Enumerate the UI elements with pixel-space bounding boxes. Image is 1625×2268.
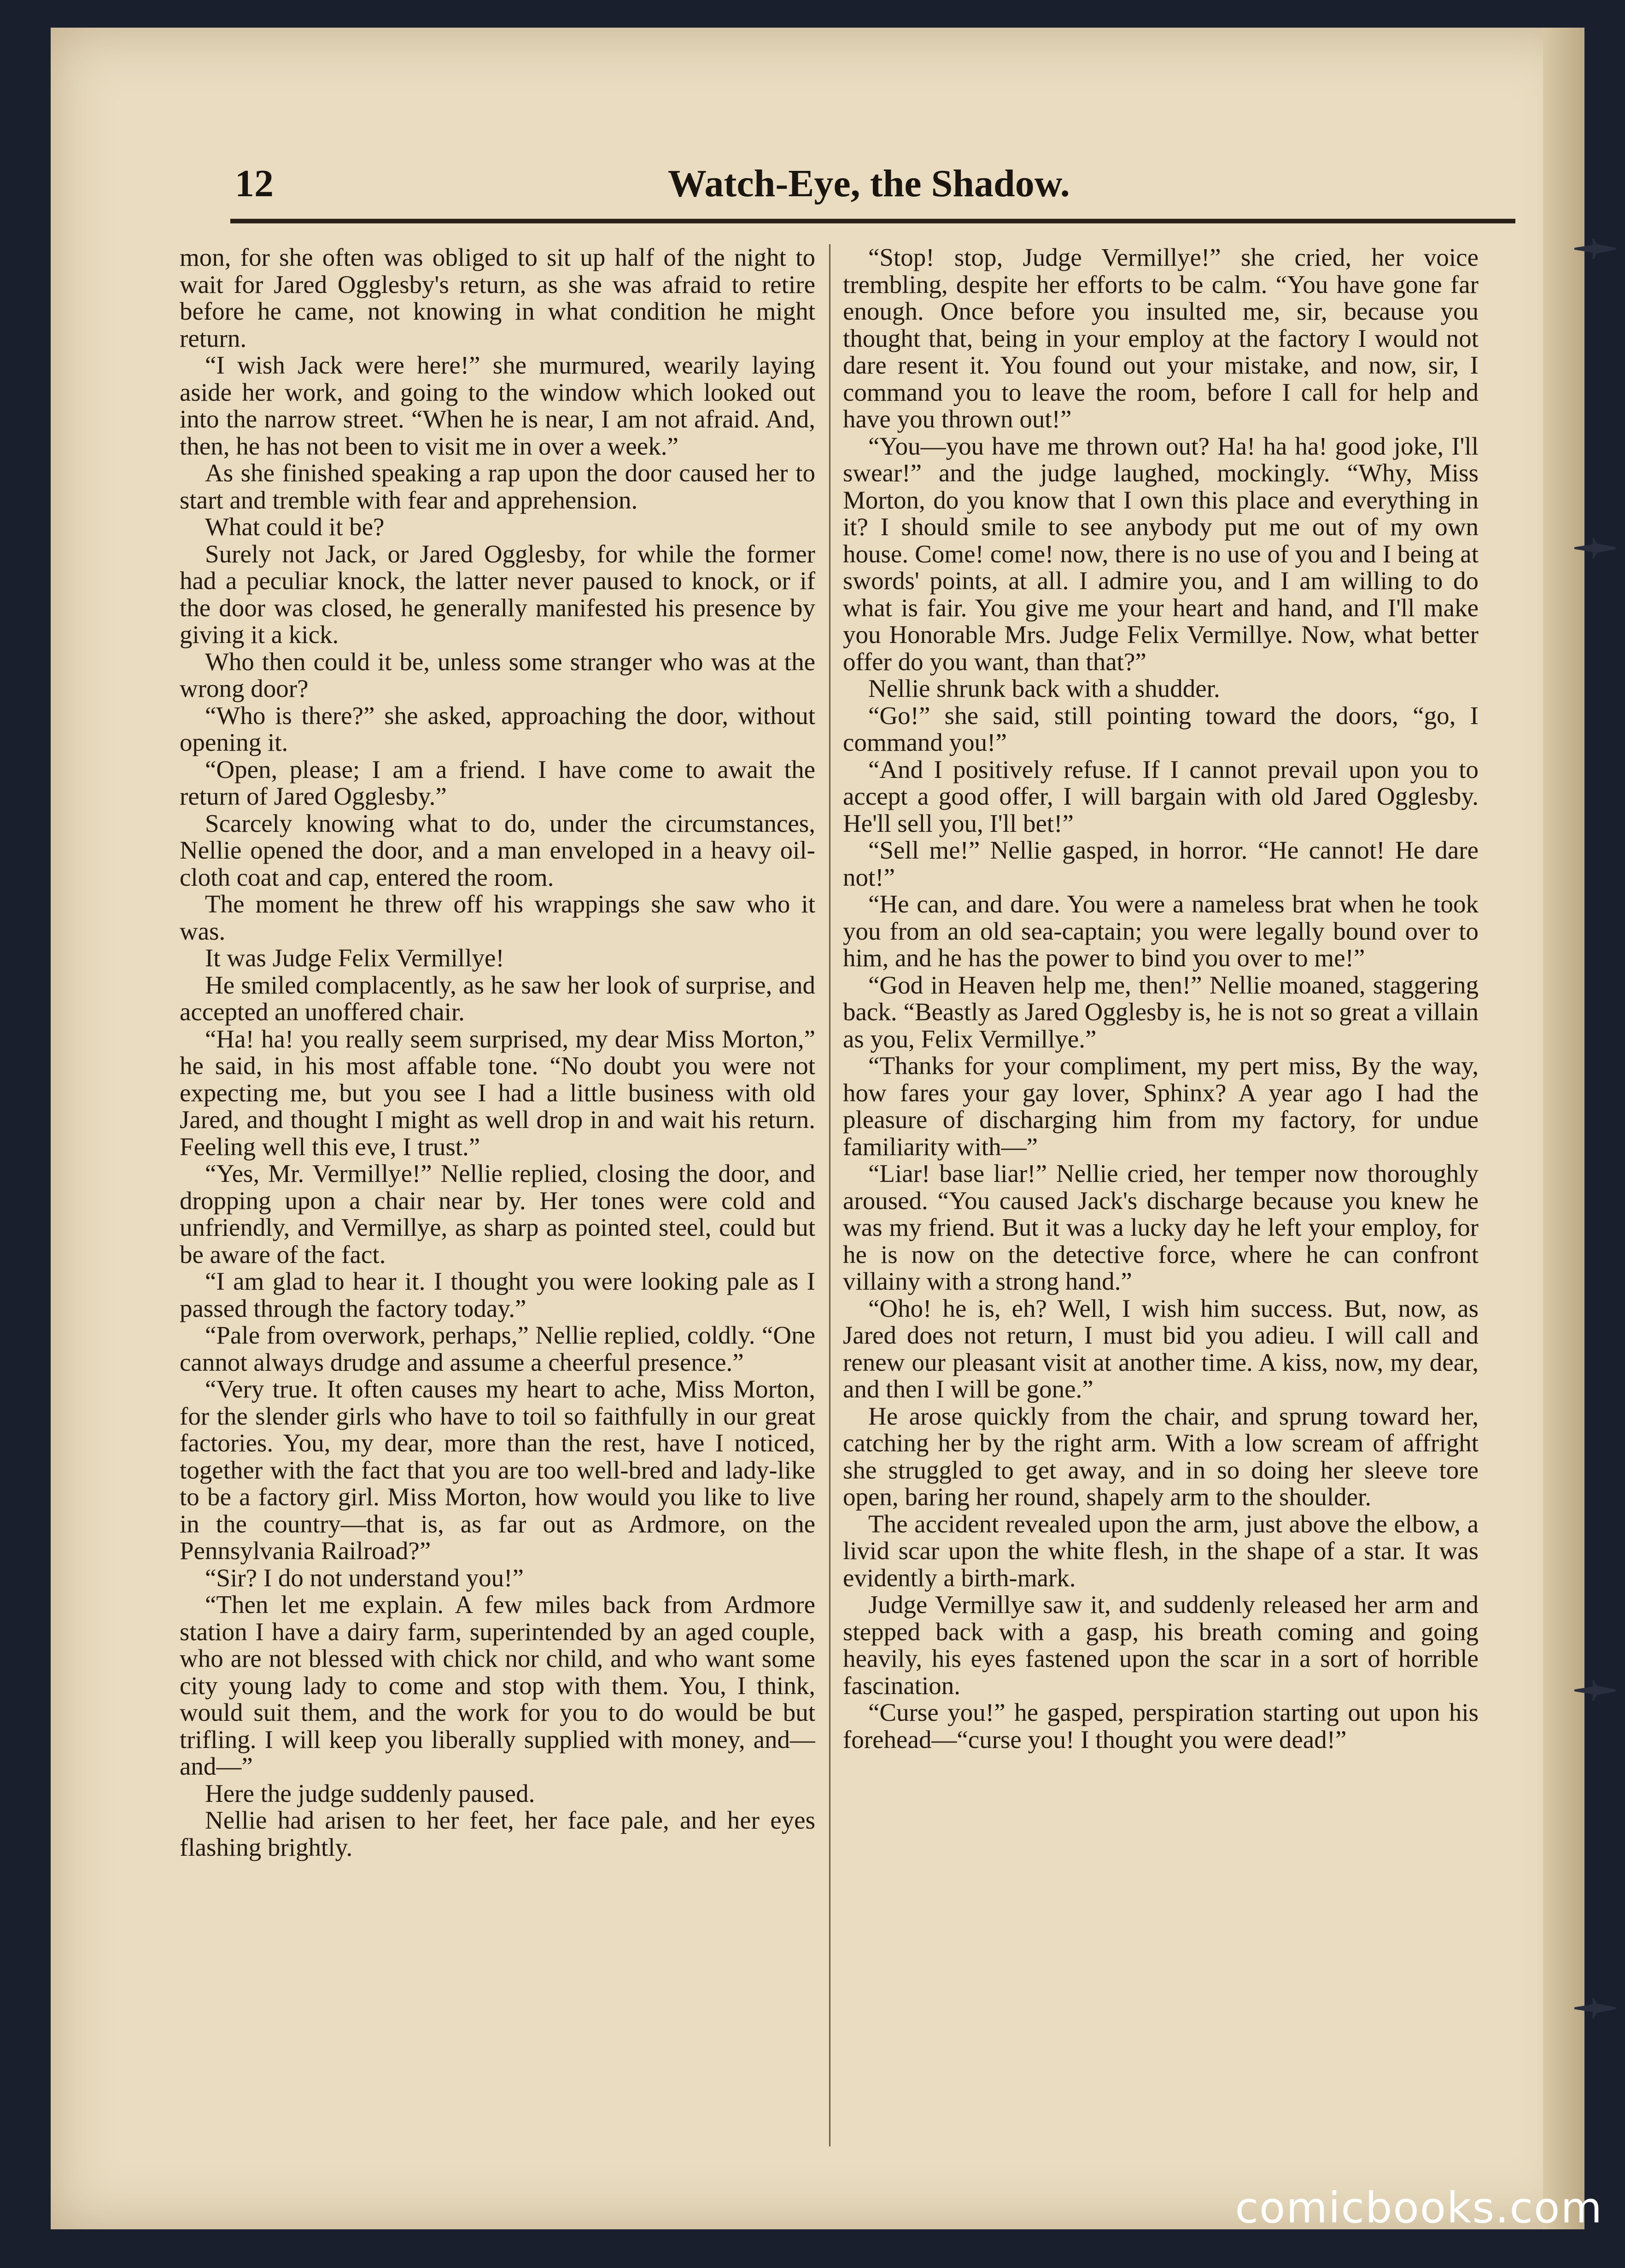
paragraph: “I am glad to hear it. I thought you were looking pale as I passed through the factory today.” [180,1267,815,1322]
paragraph: “You—you have me thrown out? Ha! ha ha! good joke, I'll swear!” and the judge laughed, mockingly. “Why, Miss Morton, do you know that I own this place and everything in it? I should smile to see anybody put me out of my own house. Come! come! now, there is no use of you and I being at swords' points, at all. I admire you, and I am willing to do what is fair. You give me your heart and hand, and I'll make you Honorable Mrs. Judge Felix Vermillye. Now, what better offer do you want, than that?” [843,432,1479,676]
header-rule [230,219,1515,223]
paragraph: “Pale from overwork, perhaps,” Nellie replied, coldly. “One cannot always drudge and assume a cheerful presence.” [180,1321,815,1376]
paragraph: What could it be? [205,513,385,541]
running-title: Watch-Eye, the Shadow. [668,162,1070,205]
page-number: 12 [235,162,274,205]
column-divider [829,244,830,2146]
paragraph: “Go!” she said, still pointing toward the doors, “go, I command you!” [843,701,1479,756]
paragraph: “Liar! base liar!” Nellie cried, her temper now thoroughly aroused. “You caused Jack's discharge because you knew he was my friend. But it was a lucky day he left your employ, for he is now on the detective force, where he can confront villainy with a strong hand.” [843,1159,1479,1295]
page-gutter [1543,28,1584,2229]
paragraph: The moment he threw off his wrappings she saw who it was. [180,890,815,945]
paragraph: “Who is there?” she asked, approaching the door, without opening it. [180,701,815,756]
binding-stitch-mark [1574,1994,1616,2022]
paragraph: The accident revealed upon the arm, just above the elbow, a livid scar upon the white flesh, in the shape of a star. It was evidently a birth-mark. [843,1509,1479,1592]
paragraph: As she finished speaking a rap upon the door caused her to start and tremble with fear and apprehension. [180,459,815,514]
paragraph: “God in Heaven help me, then!” Nellie moaned, staggering back. “Beastly as Jared Ogglesby is, he is not so great a villain as you, Felix Vermillye.” [843,970,1479,1053]
paragraph: Surely not Jack, or Jared Ogglesby, for while the former had a peculiar knock, the latter never paused to knock, or if the door was closed, he generally manifested his presence by giving it a kick. [180,539,815,649]
paragraph: “Open, please; I am a friend. I have come to await the return of Jared Ogglesby.” [180,755,815,810]
watermark: comicbooks.com [1235,2183,1603,2233]
paragraph: He arose quickly from the chair, and sprung toward her, catching her by the right arm. With a low scream of affright she struggled to get away, and in so doing her sleeve tore open, baring her round, shapely arm to the shoulder. [843,1402,1479,1511]
paragraph: “And I positively refuse. If I cannot prevail upon you to accept a good offer, I will bargain with old Jared Ogglesby. He'll sell you, I'll bet!” [843,755,1479,837]
binding-stitch-mark [1574,1677,1616,1704]
paragraph: He smiled complacently, as he saw her look of surprise, and accepted an unoffered chair. [180,970,815,1026]
paragraph: Scarcely knowing what to do, under the circumstances, Nellie opened the door, and a man enveloped in a heavy oil-cloth coat and cap, entered the room. [180,809,815,891]
paragraph: Judge Vermillye saw it, and suddenly released her arm and stepped back with a gasp, his breath coming and going heavily, his eyes fastened upon the scar in a sort of horrible fascination. [843,1590,1479,1700]
paragraph: Who then could it be, unless some stranger who was at the wrong door? [180,647,815,702]
paragraph: “Yes, Mr. Vermillye!” Nellie replied, closing the door, and dropping upon a chair near by. Her tones were cold and unfriendly, and Vermillye, as sharp as pointed steel, could but be aware of the fact. [180,1159,815,1268]
binding-stitch-mark [1574,235,1616,263]
page-header [184,157,1520,221]
paragraph: “Ha! ha! you really seem surprised, my dear Miss Morton,” he said, in his most affable tone. “No doubt you were not expecting me, but you see I had a little business with old Jared, and thought I might as well drop in and wait his return. Feeling well this eve, I trust.” [180,1024,815,1161]
paragraph: “Very true. It often causes my heart to ache, Miss Morton, for the slender girls who have to toil so faithfully in our great factories. You, my dear, more than the rest, have I noticed, together with the fact that you are too well-bred and lady-like to be a factory girl. Miss Morton, how would you like to live in the country—that is, as far out as Ardmore, on the Pennsylvania Railroad?” [180,1375,815,1565]
left-column [180,244,815,2169]
paragraph: “Stop! stop, Judge Vermillye!” she cried, her voice trembling, despite her efforts to be calm. “You have gone far enough. Once before you insulted me, sir, because you thought that, being in your employ at the factory I would not dare resent it. You found out your mistake, and now, sir, I command you to leave the room, before I call for help and have you thrown out!” [843,244,1479,433]
paragraph: Nellie had arisen to her feet, her face pale, and her eyes flashing brightly. [180,1806,815,1861]
paragraph: It was Judge Felix Vermillye! [205,944,504,972]
paragraph: “Sir? I do not understand you!” [205,1563,524,1592]
paragraph: “Thanks for your compliment, my pert miss, By the way, how fares your gay lover, Sphinx? A year ago I had the pleasure of discharging him from my factory, for undue familiarity with—” [843,1052,1479,1161]
paragraph: “He can, and dare. You were a nameless brat when he took you from an old sea-captain; you were legally bound over to him, and he has the power to bind you over to me!” [843,890,1479,972]
paragraph: “Curse you!” he gasped, perspiration starting out upon his forehead—“curse you! I thought you were dead!” [843,1698,1479,1754]
binding-stitch-mark [1574,534,1616,562]
paragraph: mon, for she often was obliged to sit up half of the night to wait for Jared Ogglesby's return, as she was afraid to retire before he came, not knowing in what condition he might return. [180,244,815,352]
paragraph: Nellie shrunk back with a shudder. [868,674,1220,702]
paragraph: “Sell me!” Nellie gasped, in horror. “He cannot! He dare not!” [843,836,1479,891]
right-column [843,244,1479,2169]
paragraph: Here the judge suddenly paused. [205,1779,535,1807]
paragraph: “Then let me explain. A few miles back from Ardmore station I have a dairy farm, superintended by an aged couple, who are not blessed with chick nor child, and who want some city young lady to come and stop with them. You, I think, would suit them, and the work for you to do would be but trifling. I will keep you liberally supplied with money, and—and—” [180,1590,815,1780]
paragraph: “Oho! he is, eh? Well, I wish him success. But, now, as Jared does not return, I must bid you adieu. I will call and renew our pleasant visit at another time. A kiss, now, my dear, and then I will be gone.” [843,1294,1479,1403]
paragraph: “I wish Jack were here!” she murmured, wearily laying aside her work, and going to the window which looked out into the narrow street. “When he is near, I am not afraid. And, then, he has not been to visit me in over a week.” [180,351,815,460]
